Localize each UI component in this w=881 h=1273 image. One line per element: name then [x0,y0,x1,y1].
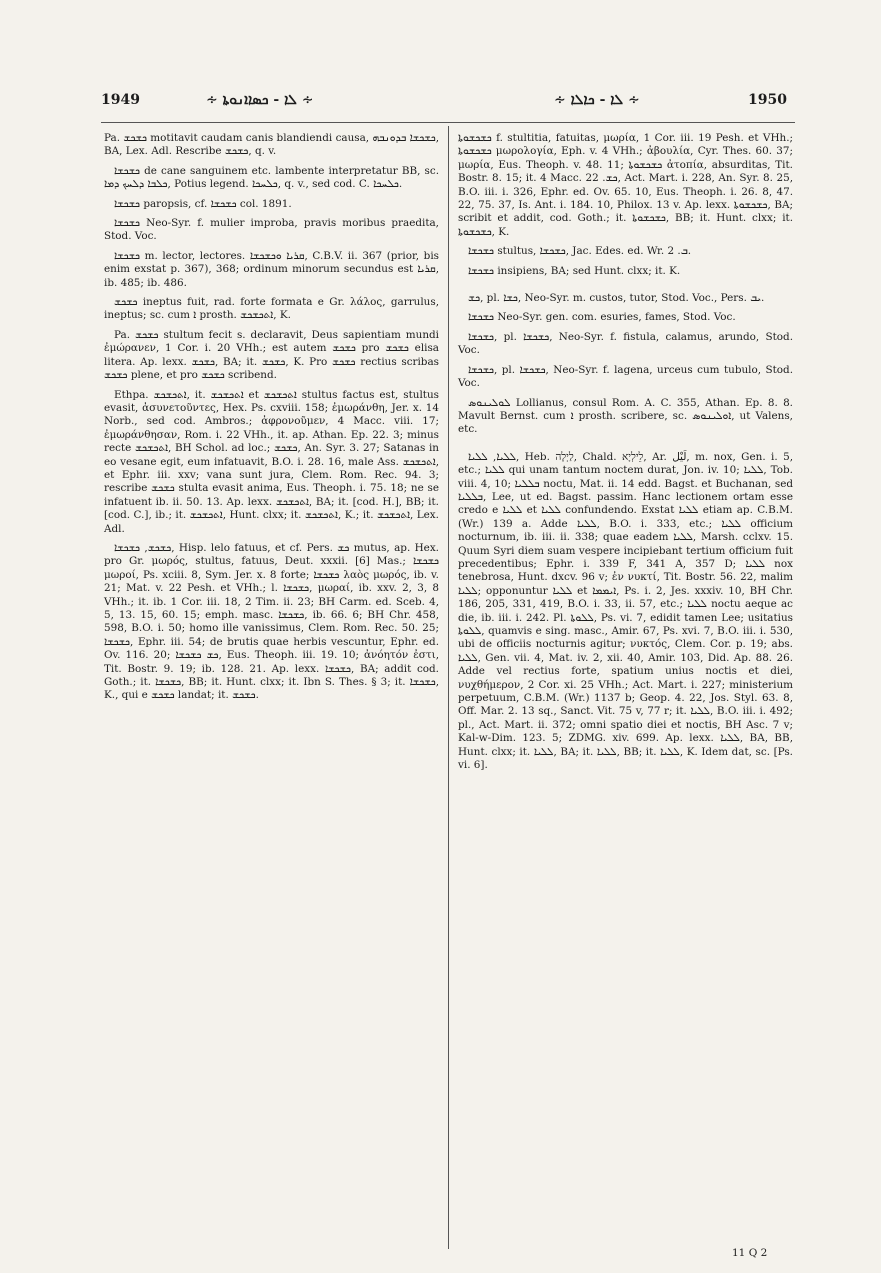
dictionary-entry: ܟܫܟܫܐ paropsis, cf. ܟܫܟܫܐ col. 1891. [114,197,292,210]
signature-mark: 11 Q 2 [732,1247,768,1259]
dictionary-entry: ܟܫܟܫ, ܟܫܟܫܐ, Hisp. lelo fatuus, et cf. Pers. ܟܫ mutus, ap. Hex. pro Gr. μωρός, stultus, fatuus, Deut. xxxii. [6] Mas.; ܟܫܟܫܐ μωροί, Ps. xciii. 8, Sym. Jer. x. 8 forte; ܟܫܟܫܐ λαὸς μωρός, ib. v. 21; Mat. v. 22 Pesh. et VHh.; l. ܟܫܟܫܐ, μωραί, ib. xxv. 2, 3, 8 VHh.; it. ib. 1 Cor. iii. 18, 2 Tim. ii. 23; BH Carm. ed. Sceb. 4, 5, 13. 15, 60. 15; emph. masc. ܟܫܟܫܐ, ib. 66. 6; BH Chr. 458, 598, B.O. i. 50; homo ille vanissimus, Clem. Rom. Rec. 50. 25; ܟܫܟܫܐ, Ephr. iii. 54; de brutis quae herbis vescuntur, Ephr. ed. Ov. 116. 20; ܟܫ ܟܫܟܫܐ, Eus. Theoph. iii. 19. 10; ἀνόητόν ἐστι, Tit. Bostr. 9. 19; ib. 128. 21. Ap. lexx. ܟܫܟܫܐ, BA; addit cod. Goth.; it. ܟܫܟܫܐ, BB; it. Hunt. clxx; it. Ibn S. Thes. § 3; it. ܟܫܟܫܐ, K., qui e ܟܫܟܫ landat; it. ܟܫܟܫ. [104,541,439,702]
left-running-title: ∻ ܠܐ - ܟܣܐܐܢܘܬܐ ∻ [206,92,314,108]
right-page-number: 1950 [748,92,787,108]
right-column [458,132,793,778]
dictionary-entry: ܟܫܟܫܐ m. lector, lectores. ܩܪܝܐ ܘܟܫܟܫܐ, C.B.V. ii. 367 (prior, bis enim exstat p. 367), 368; ordinum minorum secundus est ܩܪܝܐ, ib. 485; ib. 486. [104,249,439,289]
header-rule [101,122,795,123]
dictionary-entry: ܟܫܟܫܘܬܐ f. stultitia, fatuitas, μωρία, 1 Cor. iii. 19 Pesh. et VHh.; ܟܫܟܫܘܬܐ μωρολογία, Eph. v. 4 VHh.; ἀβουλία, Cyr. Thes. 60. 37; μωρία, Eus. Theoph. v. 48. 11; ܟܫܟܫܘܬܐ ἀτοπία, absurditas, Tit. Bostr. 8. 15; it. 4 Macc. ܟܫ. 22, Act. Mart. i. 228, An. Syr. 8. 25, B.O. iii. i. 326, Ephr. ed. Ov. 65. 10, Eus. Theoph. i. 26. 8, 47. 22, 75. 37, Is. Ant. i. 184. 10, Philox. 13 v. Ap. lexx. ܟܫܟܫܘܬܐ, BA; scribit et addit, cod. Goth.; it. ܟܫܟܫܘܬܐ, BB; it. Hunt. clxx; it. ܟܫܟܫܘܬܐ, K. [458,132,794,238]
dictionary-entry: ܟܫܟܫܐ Neo-Syr. f. mulier improba, pravis moribus praedita, Stod. Voc. [104,217,439,243]
dictionary-entry: ܟܫܟܫܐ, pl. ܟܫܟܫܐ, Neo-Syr. f. lagena, urceus cum tubulo, Stod. Voc. [458,363,794,390]
dictionary-entry: ܟܫܟܫܐ de cane sanguinem etc. lambente interpretatur BB, sc. ܟܠܒܐ ܕܠܚܟ ܕܡܐ, Potius legend. ܟܠܚܟܐ, q. v., sed cod. C. ܟܠܚܟܐ. [104,164,439,191]
dictionary-entry: ܟܫܟܫܐ Neo-Syr. gen. com. esuries, fames, Stod. Voc. [468,311,736,324]
right-running-title: ∻ ܠܐ - ܟܐܠܐ ∻ [554,92,640,108]
dictionary-entry: Pa. ܟܫܟܫ stultum fecit s. declaravit, Deus sapientiam mundi ἐμώρανεν, 1 Cor. i. 20 VHh.; est autem ܟܫܟܫ pro ܟܫܟܫ elisa litera. Ap. lexx. ܟܫܟܫ, BA; it. ܟܫܟܫ, K. Pro ܟܫܟܫ rectius scribas ܟܫܟܫ plene, et pro ܟܫܟܫ scribend. [104,328,439,382]
dictionary-entry: Pa. ܟܫܟܫ motitavit caudam canis blandiendi causa, ܟܫܟܫܐ ܒܕܘܢܒܗ, BA, Lex. Adl. Rescribe ܟܫܟܫ, q. v. [104,132,439,158]
dictionary-entry: ܠܘܠܝܢܘܣ Lollianus, consul Rom. A. C. 355, Athan. Ep. 8. 8. Mavult Bernst. cum ܐ prosth. scribere, sc. ܐܘܠܝܢܘܣ, ut Valens, etc. [458,396,793,436]
column-divider [448,126,449,1249]
left-page-number: 1949 [101,92,140,108]
dictionary-entry: ܟܫܟܫܐ stultus, ܟܫܟܫܐ, Jac. Edes. ed. Wr. ܒ. 2. [468,245,692,258]
section-gap [458,284,793,292]
dictionary-entry: ܟܫ, pl. ܟܫܐ, Neo-Syr. m. custos, tutor, Stod. Voc., Pers. ܝܒ. [468,292,765,305]
dictionary-entry: Ethpa. ܐܬܟܫܟܫ, it. ܐܬܟܫܟܫ et ܐܬܟܫܟܫ stultus factus est, stultus evasit, ἀσυνετοῦντες, Hex. Ps. cxviii. 158; ἐμωράνθη, Jer. x. 14 Norb., sed cod. Ambros.; ἀφρονοῦμεν, 4 Macc. viii. 17; ἐμωράνθησαν, Rom. i. 22 VHh., it. ap. Athan. Ep. 22. 3; minus recte ܐܬܟܫܟܫ, BH Schol. ad loc.; ܟܫܟܫ, An. Syr. 3. 27; Satanas in eo vesane egit, eum infatuavit, B.O. i. 28. 16, male Ass. ܐܬܟܫܟܫ, et Ephr. iii. xxv; vana sunt jura, Clem. Rom. Rec. 94. 3; rescribe ܟܫܟܫ stulta evasit anima, Eus. Theoph. i. 75. 18; ne se infatuent ib. ii. 50. 13. Ap. lexx. ܐܬܟܫܟܫ, BA; it. [cod. H.], BB; it. [cod. C.], ib.; it. ܐܬܟܫܟܫ, Hunt. clxx; it. ܐܬܟܫܟܫ, K.; it. ܐܬܟܫܟܫ, Lex. Adl. [104,388,439,535]
dictionary-entry: ܟܫܟܫܐ insipiens, BA; sed Hunt. clxx; it. K. [468,264,681,277]
dictionary-entry: ܟܫܟܫܐ, pl. ܟܫܟܫܐ, Neo-Syr. f. fistula, calamus, arundo, Stod. Voc. [458,330,793,357]
section-gap [458,443,793,451]
left-column [104,132,439,709]
dictionary-entry: ܟܫܟܫ ineptus fuit, rad. forte formata e Gr. λάλος, garrulus, ineptus; sc. cum ܐ prosth. ܐܬܟܫܟܫ, K. [104,296,439,322]
dictionary-entry: ܠܠܝܐ, ܠܠܝܐ, Heb. לַיְלָה, Chald. לֵילְיָא, Ar. لَيْل, m. nox, Gen. i. 5, etc.; ܠܠܝܐ qui unam tantum noctem durat, Jon. iv. 10; ܠܠܝܐ, Tob. viii. 4, 10; ܒܠܠܝܐ noctu, Mat. ii. 14 edd. Bagst. et Buchanan, sed ܒܠܠܝܐ, Lee, ut ed. Bagst. passim. Hanc lectionem ortam esse credo e ܠܠܝܐ et ܠܠܝܐ confundendo. Exstat ܠܠܝܐ etiam ap. C.B.M. (Wr.) 139 a. Adde ܠܠܝܐ, B.O. i. 333, etc.; ܠܠܝܐ officium nocturnum, ib. iii. ii. 338; quae eadem ܠܠܝܐ, Marsh. cclxv. 15. Quum Syri diem suam vespere incipiebant tertium officium fuit precedentibus; Ephr. i. 339 F, 341 A, 357 D; ܠܠܝܐ nox tenebrosa, Hunt. dxcv. 96 v; ἐν νυκτί, Tit. Bostr. 56. 22, malim ܠܠܝܐ; opponuntur ܠܠܝܐ et ܐܝܡܡܐ, Ps. i. 2, Jes. xxxiv. 10, BH Chr. 186, 205, 331, 419, B.O. i. 33, ii. 57, etc.; ܠܠܝܐ noctu aeque ac die, ib. iii. i. 242. Pl. ܠܠܘܬܐ, Ps. vi. 7, edidit tamen Lee; usitatius ܠܠܘܬܐ, quamvis e sing. masc., Amir. 67, Ps. xvi. 7, B.O. iii. i. 530, ubi de officiis nocturnis agitur; νυκτός, Clem. Cor. p. 19; abs. ܠܠܝܐ, Gen. vii. 4, Mat. iv. 2, xii. 40, Amir. 103, Did. Ap. 88. 26. Adde vel rectius forte, spatium unius noctis et diei, νυχθήμερον, 2 Cor. xi. 25 VHh.; Act. Mart. i. 227; ministerium perpetuum, C.B.M. (Wr.) 1137 b; Geop. 4. 22, Jos. Styl. 63. 8, Off. Mar. 2. 13 sq., Sanct. Vit. 75 v, 77 r; it. ܠܠܝܐ, B.O. iii. i. 492; pl., Act. Mart. ii. 372; omni spatio diei et noctis, BH Asc. 7 v; Kal-w-Dim. 123. 5; ZDMG. xiv. 699. Ap. lexx. ܠܠܝܐ, BA, BB, Hunt. clxx; it. ܠܠܝܐ, BA; it. ܠܠܝܐ, BB; it. ܠܠܝܐ, K. Idem dat, sc. [Ps. vi. 6]. [458,450,794,772]
